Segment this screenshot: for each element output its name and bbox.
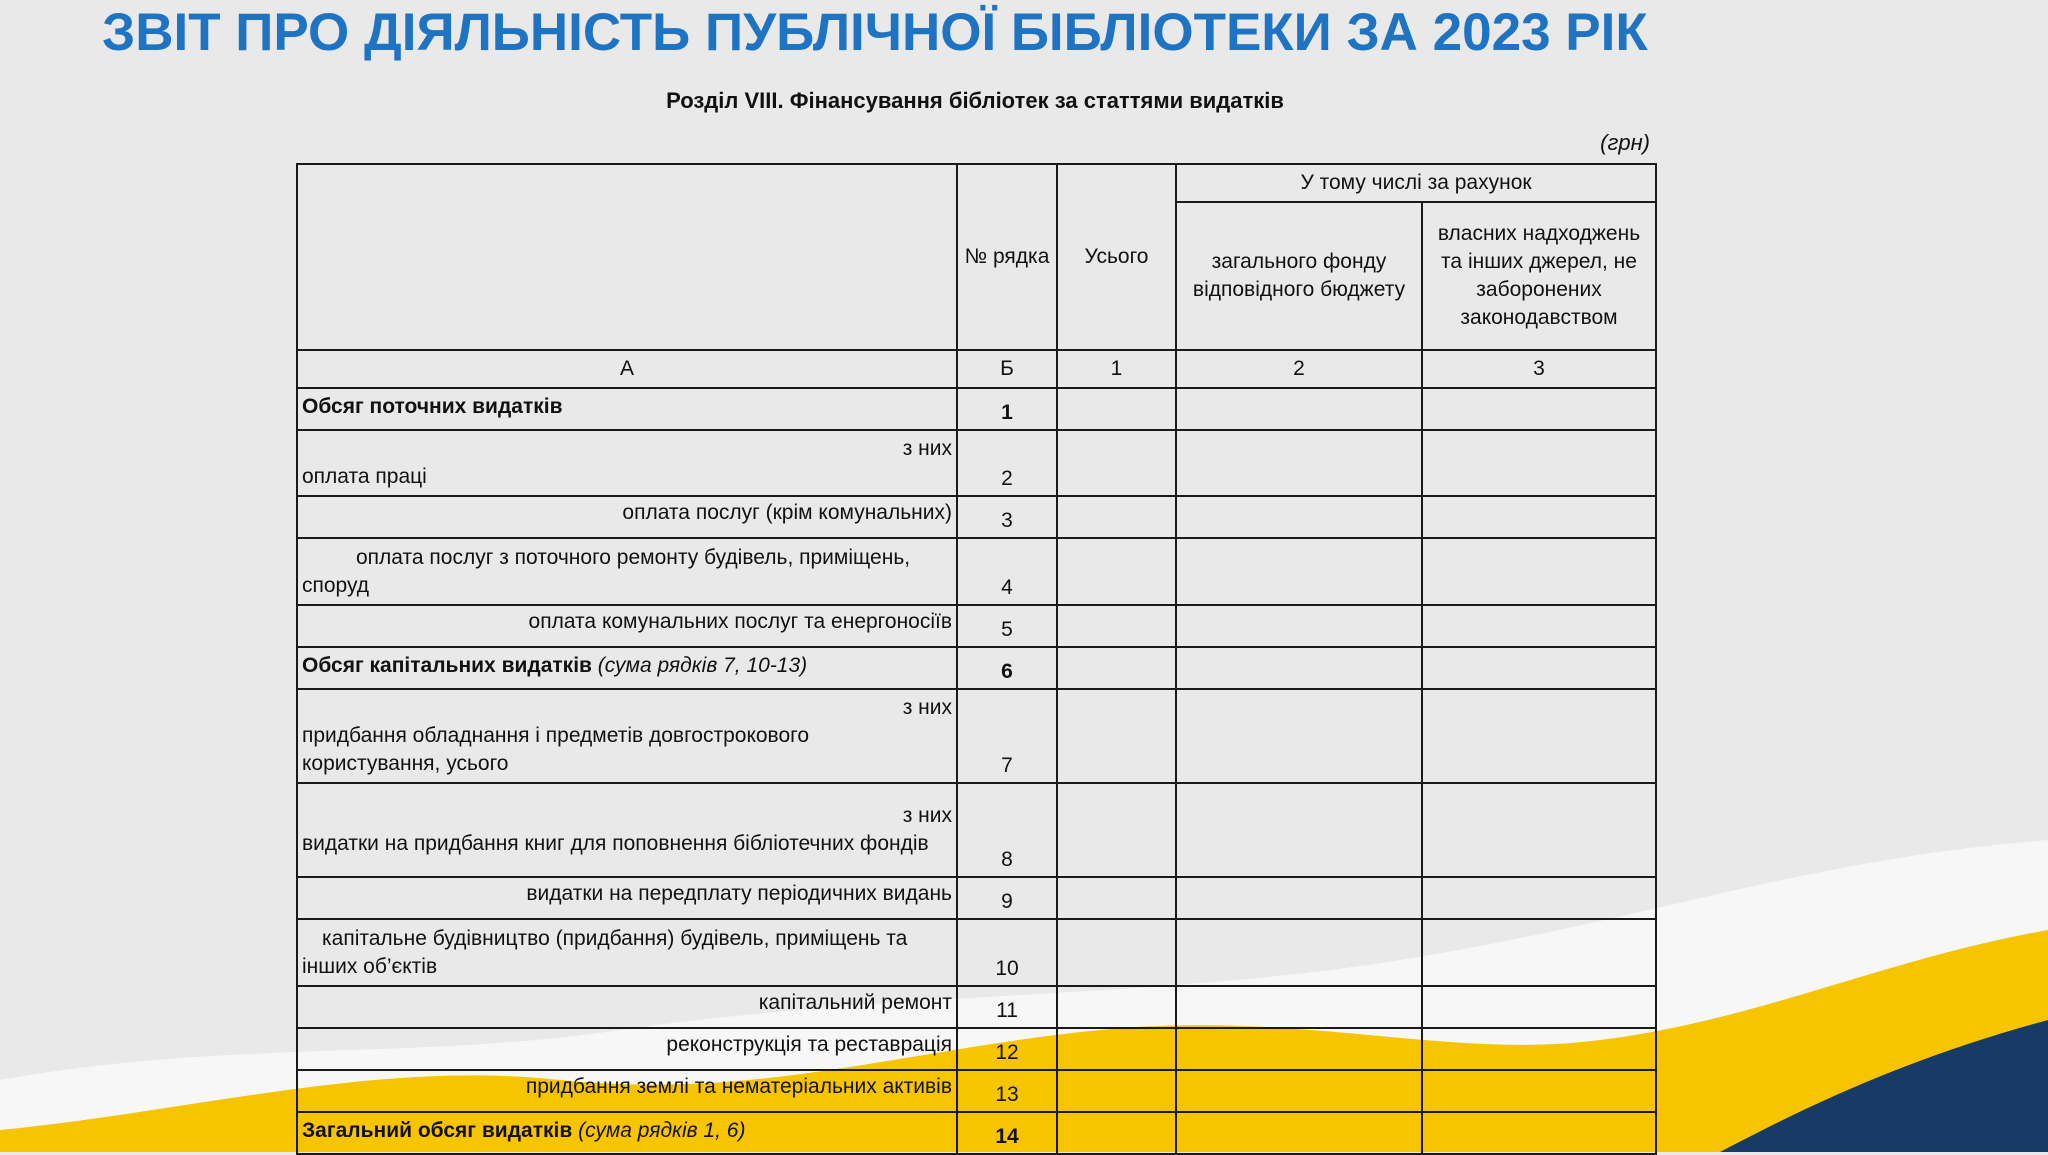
header-row-number: № рядка <box>957 164 1057 350</box>
row-label: Обсяг поточних видатків <box>302 395 563 418</box>
row-number: 5 <box>957 605 1057 647</box>
row-prefix: з них <box>902 696 952 719</box>
header-total: Усього <box>1057 164 1176 350</box>
col-letter: Б <box>957 350 1057 388</box>
row-note: (сума рядків 7, 10-13) <box>597 654 808 677</box>
row-number: 14 <box>957 1112 1057 1154</box>
table-row <box>297 538 1656 605</box>
unit-label: (грн) <box>1600 130 1650 155</box>
table-row <box>297 986 1656 1028</box>
header-including: У тому числі за рахунок <box>1176 164 1656 202</box>
page-title: ЗВІТ ПРО ДІЯЛЬНІСТЬ ПУБЛІЧНОЇ БІБЛІОТЕКИ ЗА 2023 РІК <box>102 3 1648 62</box>
row-label: оплата послуг з поточного ремонту будівель, приміщень, споруд <box>297 538 957 605</box>
row-label: капітальне будівництво (придбання) будівель, приміщень та інших об’єктів <box>297 919 957 986</box>
row-label: капітальний ремонт <box>297 986 957 1028</box>
header-empty-cell <box>297 164 957 350</box>
section-title: Розділ VIII. Фінансування бібліотек за статтями видатків <box>666 88 1284 113</box>
table-row <box>297 689 1656 783</box>
row-label: видатки на придбання книг для поповнення бібліотечних фондів <box>302 832 929 855</box>
row-label: придбання обладнання і предметів довгострокового користування, усього <box>302 724 810 775</box>
row-label: Загальний обсяг видатків <box>302 1119 573 1142</box>
col-letter: 3 <box>1422 350 1656 388</box>
row-prefix: з них <box>902 804 952 827</box>
row-number: 8 <box>957 783 1057 877</box>
row-number: 3 <box>957 496 1057 538</box>
table-row <box>297 647 1656 689</box>
row-label: придбання землі та нематеріальних активів <box>297 1070 957 1112</box>
row-number: 2 <box>957 430 1057 496</box>
financing-table <box>296 163 1657 1155</box>
col-letter: А <box>297 350 957 388</box>
table-row <box>297 388 1656 430</box>
table-row <box>297 1070 1656 1112</box>
row-number: 6 <box>957 647 1057 689</box>
row-label: видатки на передплату періодичних видань <box>297 877 957 919</box>
row-number: 11 <box>957 986 1057 1028</box>
row-number: 10 <box>957 919 1057 986</box>
row-number: 12 <box>957 1028 1057 1070</box>
header-general-fund: загального фонду відповідного бюджету <box>1176 202 1422 350</box>
table-row <box>297 783 1656 877</box>
row-note: (сума рядків 1, 6) <box>578 1119 746 1142</box>
row-number: 13 <box>957 1070 1057 1112</box>
row-label: реконструкція та реставрація <box>297 1028 957 1070</box>
col-letter: 2 <box>1176 350 1422 388</box>
table-row <box>297 1028 1656 1070</box>
row-prefix: з них <box>902 437 952 460</box>
table-row <box>297 877 1656 919</box>
table-row <box>297 496 1656 538</box>
row-number: 4 <box>957 538 1057 605</box>
table-row <box>297 430 1656 496</box>
row-number: 1 <box>957 388 1057 430</box>
row-label: оплата комунальних послуг та енергоносіїв <box>297 605 957 647</box>
col-letter: 1 <box>1057 350 1176 388</box>
row-label: оплата праці <box>302 465 427 488</box>
table-row <box>297 605 1656 647</box>
row-label: Обсяг капітальних видатків <box>302 654 592 677</box>
header-own-revenue: власних надходжень та інших джерел, не заборонених законодавством <box>1422 202 1656 350</box>
row-number: 9 <box>957 877 1057 919</box>
row-number: 7 <box>957 689 1057 783</box>
row-label: оплата послуг (крім комунальних) <box>297 496 957 538</box>
table-row <box>297 1112 1656 1154</box>
table-row <box>297 919 1656 986</box>
